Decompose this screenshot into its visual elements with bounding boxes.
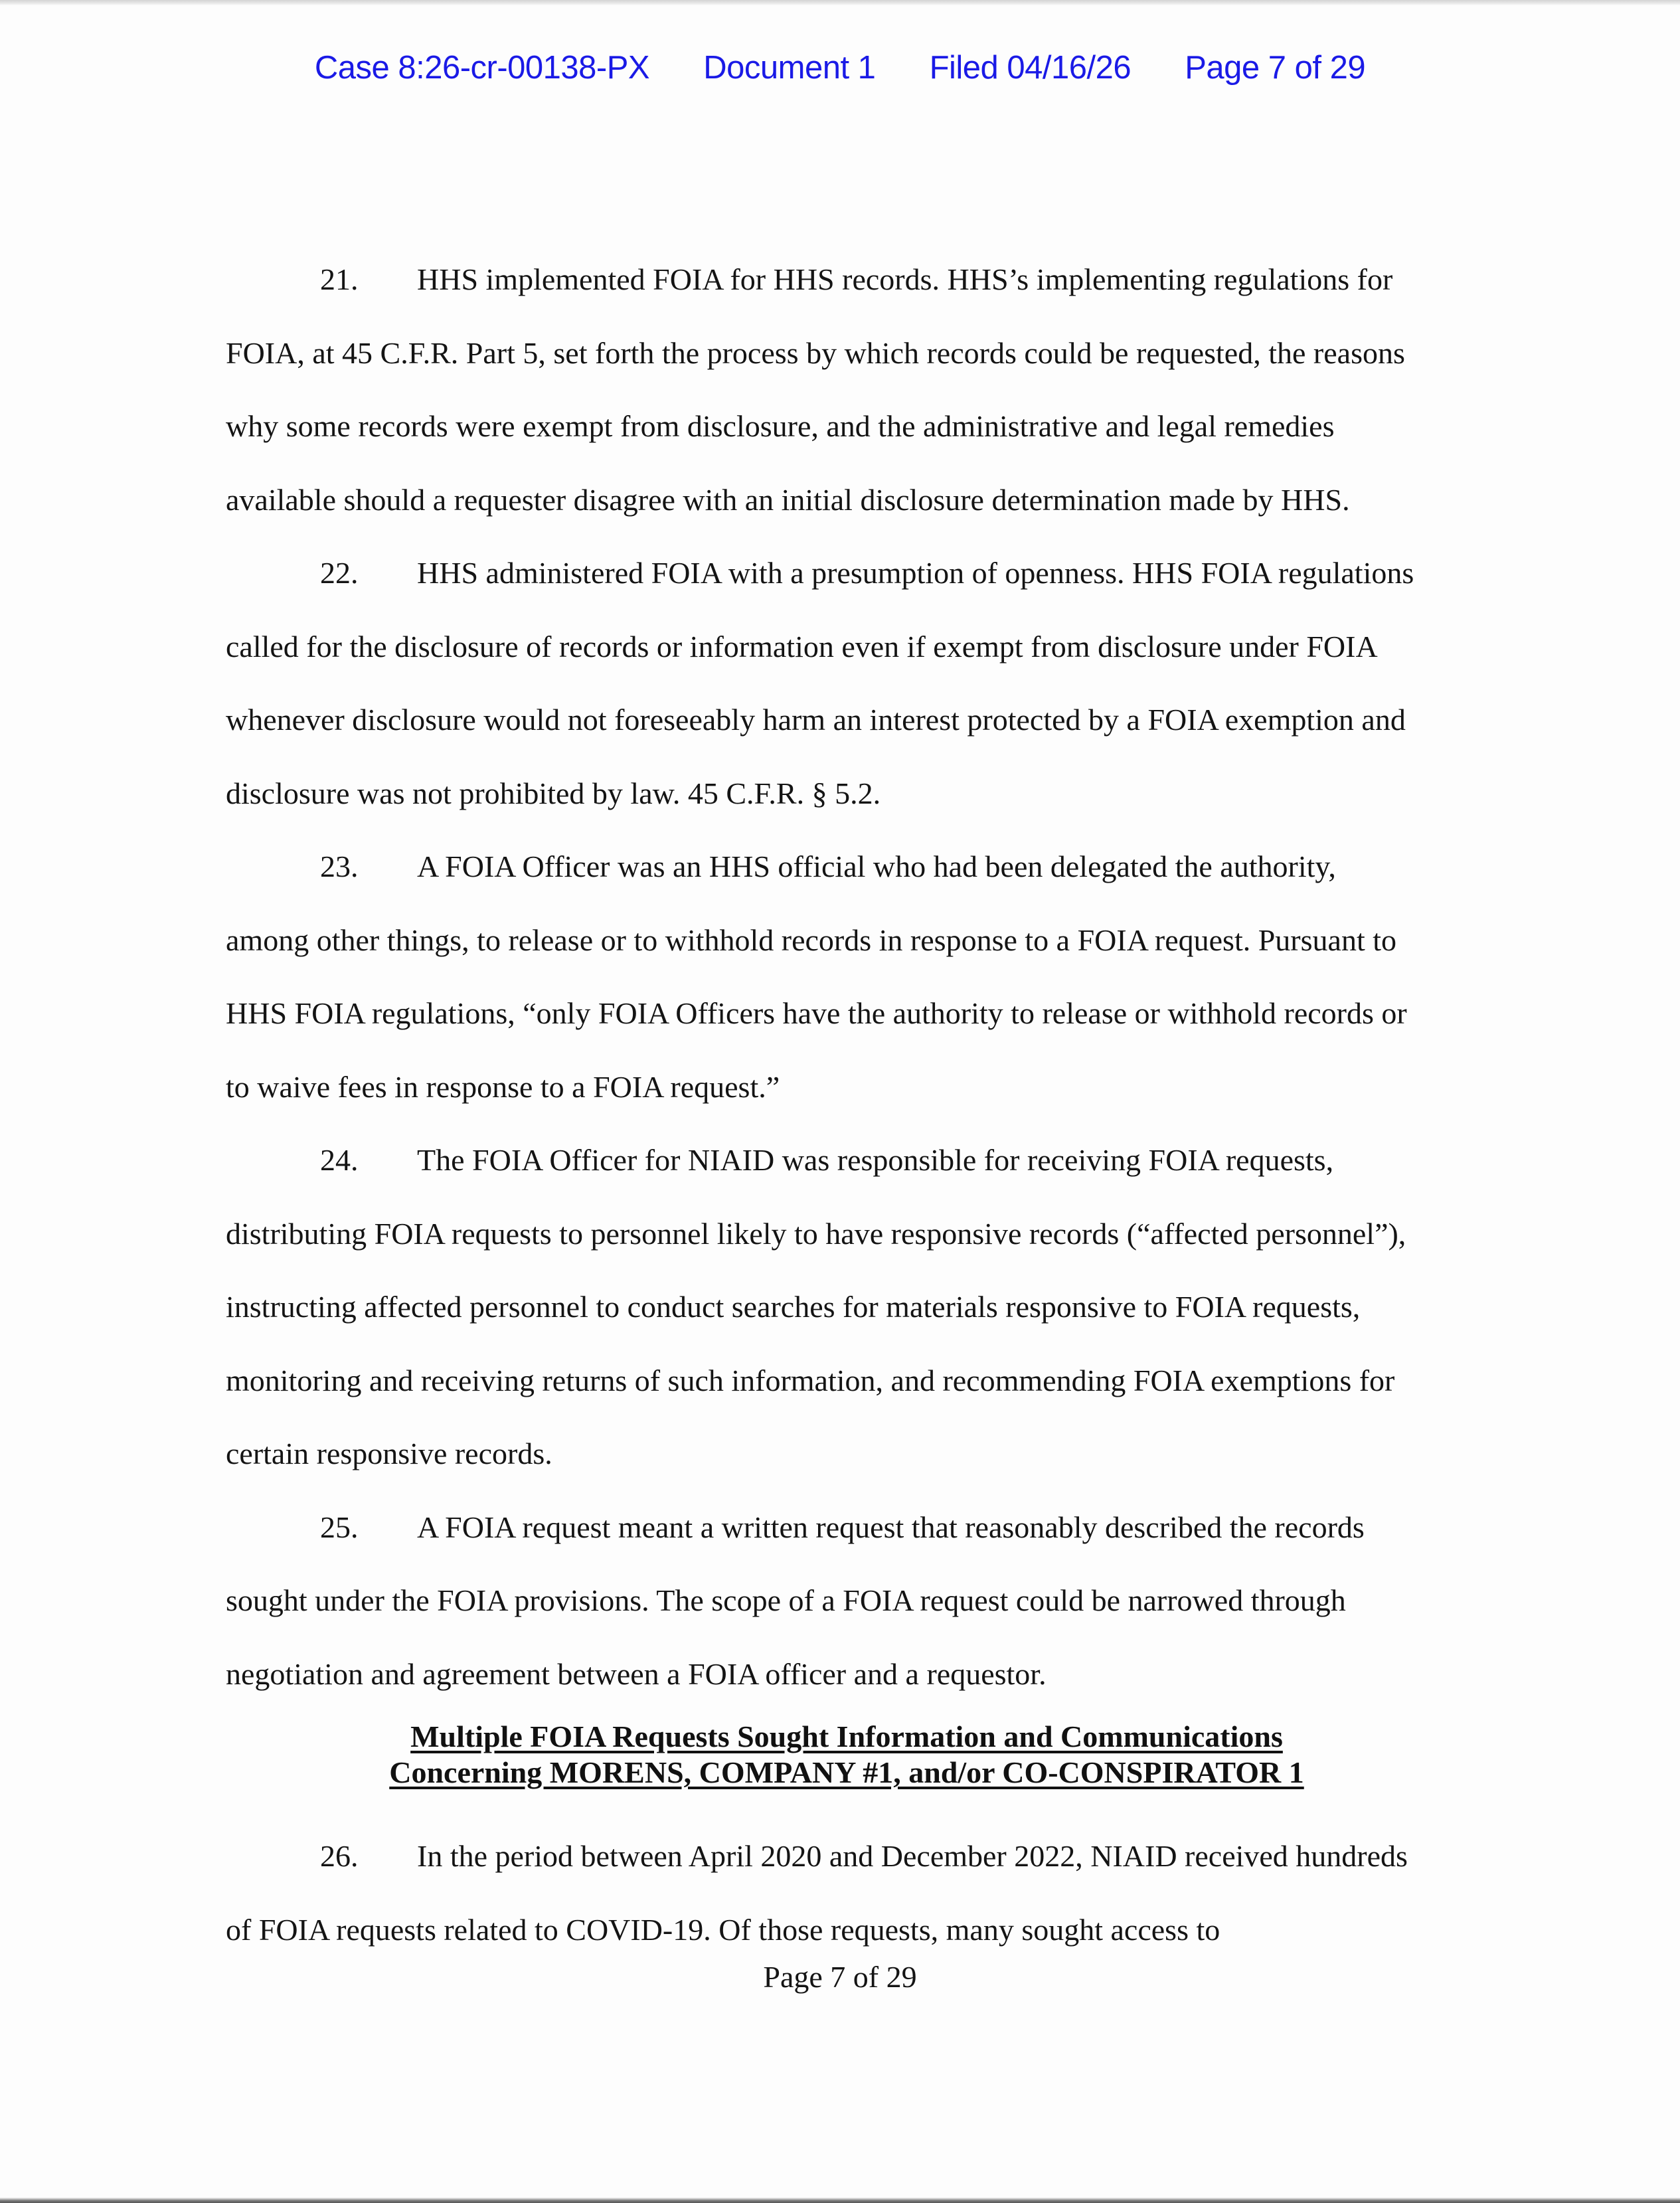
paragraph-line: negotiation and agreement between a FOIA officer and a requestor. bbox=[226, 1656, 1047, 1691]
paragraph-line: sought under the FOIA provisions. The scope of a FOIA request could be narrowed through bbox=[226, 1583, 1346, 1617]
paragraph-number: 21. bbox=[320, 262, 359, 296]
paragraph-line: 24. The FOIA Officer for NIAID was responsible for receiving FOIA requests, bbox=[226, 1124, 1468, 1197]
paragraph-line: certain responsive records. bbox=[226, 1437, 552, 1470]
paragraph-line: whenever disclosure would not foreseeably harm an interest protected by a FOIA exemption and bbox=[226, 703, 1406, 737]
section-heading bbox=[226, 1711, 1468, 1820]
paragraph-26 bbox=[226, 1820, 1468, 1967]
paragraph-line: 22. HHS administered FOIA with a presumption of openness. HHS FOIA regulations bbox=[226, 537, 1468, 610]
page-footer: Page 7 of 29 bbox=[763, 1960, 917, 1994]
filed-date: Filed 04/16/26 bbox=[929, 50, 1132, 86]
document-number: Document 1 bbox=[703, 50, 876, 86]
scan-top-edge bbox=[0, 0, 1680, 5]
paragraph-22 bbox=[226, 537, 1468, 830]
paragraph-line: of FOIA requests related to COVID-19. Of those requests, many sought access to bbox=[226, 1912, 1220, 1947]
document-body bbox=[226, 243, 1468, 1967]
paragraph-number: 22. bbox=[320, 556, 359, 590]
paragraph-line: FOIA, at 45 C.F.R. Part 5, set forth the process by which records could be requested, the reasons bbox=[226, 335, 1405, 370]
paragraph-line: called for the disclosure of records or information even if exempt from disclosure under FOIA bbox=[226, 629, 1378, 663]
header-page-number: Page 7 of 29 bbox=[1185, 50, 1366, 86]
paragraph-line: to waive fees in response to a FOIA request.” bbox=[226, 1069, 780, 1104]
paragraph-line: why some records were exempt from disclosure, and the administrative and legal remedies bbox=[226, 409, 1335, 443]
paragraph-number: 26. bbox=[320, 1839, 359, 1873]
paragraph-line: distributing FOIA requests to personnel likely to have responsive records (“affected personnel”), bbox=[226, 1216, 1406, 1251]
section-heading-line-1: Multiple FOIA Requests Sought Information and Communications bbox=[410, 1719, 1283, 1753]
paragraph-line: available should a requester disagree with an initial disclosure determination made by HHS. bbox=[226, 482, 1350, 517]
paragraph-line: instructing affected personnel to conduct searches for materials responsive to FOIA requests, bbox=[226, 1290, 1361, 1324]
paragraph-line: HHS FOIA regulations, “only FOIA Officers have the authority to release or withhold records or bbox=[226, 996, 1407, 1030]
paragraph-number: 25. bbox=[320, 1510, 359, 1544]
paragraph-23 bbox=[226, 830, 1468, 1124]
section-heading-line-2: Concerning MORENS, COMPANY #1, and/or CO-CONSPIRATOR 1 bbox=[389, 1755, 1304, 1789]
paragraph-line: monitoring and receiving returns of such information, and recommending FOIA exemptions for bbox=[226, 1363, 1395, 1397]
scan-bottom-edge bbox=[0, 2198, 1680, 2203]
paragraph-number: 23. bbox=[320, 849, 359, 883]
paragraph-24 bbox=[226, 1124, 1468, 1491]
paragraph-number: 24. bbox=[320, 1143, 359, 1177]
paragraph-line: 21. HHS implemented FOIA for HHS records. HHS’s implementing regulations for bbox=[226, 243, 1468, 317]
paragraph-line: disclosure was not prohibited by law. 45 C.F.R. § 5.2. bbox=[226, 776, 881, 810]
ecf-filing-header bbox=[0, 49, 1680, 86]
paragraph-line: among other things, to release or to withhold records in response to a FOIA request. Pursuant to bbox=[226, 923, 1397, 957]
paragraph-line: 25. A FOIA request meant a written request that reasonably described the records bbox=[226, 1491, 1468, 1565]
paragraph-line: 23. A FOIA Officer was an HHS official who had been delegated the authority, bbox=[226, 830, 1468, 904]
paragraph-line: 26. In the period between April 2020 and December 2022, NIAID received hundreds bbox=[226, 1820, 1468, 1894]
paragraph-25 bbox=[226, 1491, 1468, 1712]
paragraph-21 bbox=[226, 243, 1468, 537]
case-number: Case 8:26-cr-00138-PX bbox=[314, 50, 650, 86]
